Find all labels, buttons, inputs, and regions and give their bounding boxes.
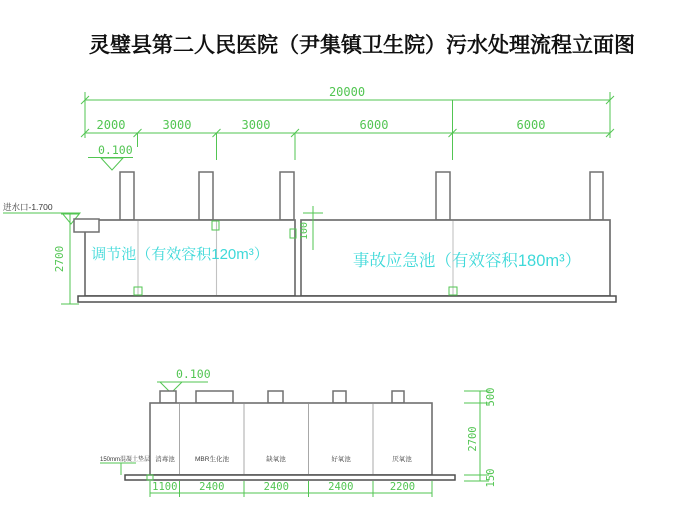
level-mark-lower: 0.100 [176,367,211,381]
chamber-label: 消毒池 [155,456,175,463]
vent [333,391,346,403]
tank-label-emergency: 事故应急池（有效容积180m³） [352,252,582,270]
column [280,172,294,220]
freeboard-dimension-100: 100 [299,221,310,241]
column [436,172,450,220]
treatment-unit-outline [150,403,432,475]
upper-level-mark [88,143,133,170]
segment-dimension: 2000 [96,118,126,132]
chamber-label: 好氧池 [331,456,351,463]
segment-dimension: 3000 [241,118,271,132]
vent [268,391,283,403]
upper-base-slab [78,296,616,302]
chamber-label: MBR生化池 [195,456,229,463]
width-dimension: 2400 [199,481,225,493]
lower-elevation [100,367,497,497]
drawing-title: 灵璧县第二人民医院（尹集镇卫生院）污水处理流程立面图 [89,33,635,57]
vent [196,391,233,403]
lower-height-dimensions [464,388,497,488]
lower-width-dimensions [150,481,432,497]
upper-columns [120,172,603,220]
lower-vents [160,391,404,403]
column [590,172,603,220]
segment-dimension: 3000 [162,118,192,132]
vent [392,391,404,403]
overall-dimension: 20000 [328,85,366,99]
height-dimension: 150 [485,468,497,488]
chamber-label: 缺氧池 [266,456,286,463]
width-dimension: 2400 [263,481,289,493]
segment-dimension: 6000 [359,118,389,132]
elevation-triangle-icon [101,158,123,170]
vent [160,391,176,403]
upper-elevation [3,85,616,304]
segment-dimension: 6000 [516,118,546,132]
upper-segment-dimensions [81,100,614,160]
level-mark-upper: 0.100 [98,143,133,157]
foundation-annotation [100,455,150,475]
foundation-label: 150mm混凝土垫层 [100,457,151,463]
height-dimension-2700: 2700 [53,245,66,273]
foundation-slab [125,475,455,480]
height-dimension: 2700 [467,426,479,452]
height-dimension: 500 [485,387,497,407]
lower-level-mark [157,367,211,393]
column [199,172,213,220]
inlet-elevation-label: 进水口-1.700 [3,202,53,212]
tank-label-regulation: 调节池（有效容积120m³） [91,246,269,263]
width-dimension: 2200 [389,481,416,493]
width-dimension: 1100 [152,481,178,493]
column [120,172,134,220]
inlet-annotation [3,202,99,232]
chamber-label: 厌氧池 [392,456,412,463]
inlet-pipe [74,219,99,232]
width-dimension: 2400 [328,481,354,493]
